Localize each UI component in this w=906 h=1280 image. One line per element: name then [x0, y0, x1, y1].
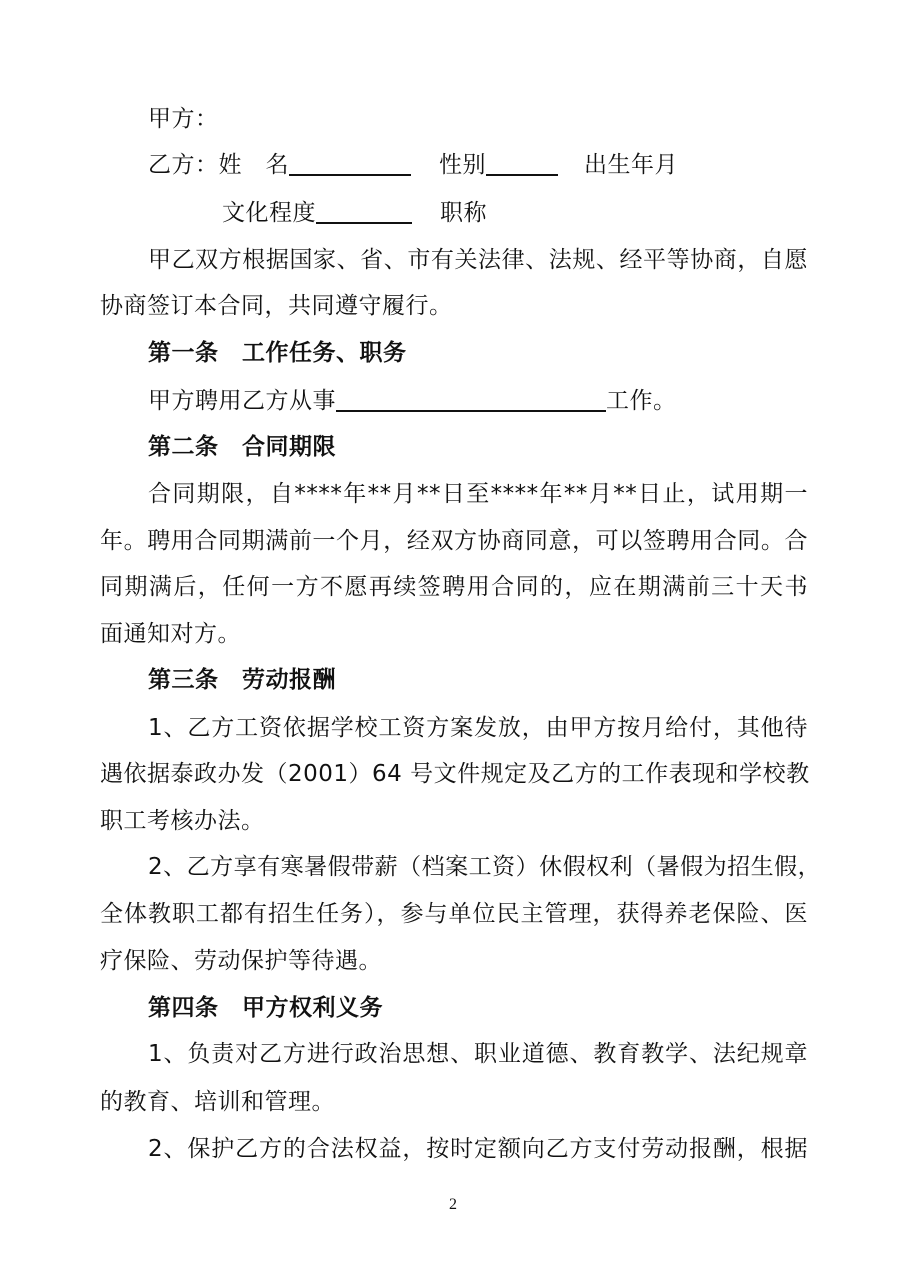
- article1-text: [148, 386, 677, 416]
- article4-p2-line-1: 2、保护乙方的合法权益，按时定额向乙方支付劳动报酬，根据: [148, 1136, 808, 1162]
- name-blank[interactable]: [289, 152, 411, 176]
- article3-p1-line-1: 1、乙方工资依据学校工资方案发放，由甲方按月给付，其他待: [148, 715, 808, 741]
- article4-title: 第四条 甲方权利义务: [148, 995, 383, 1021]
- name-label: 姓 名: [218, 152, 289, 178]
- article1-suffix: 工作。: [606, 388, 677, 414]
- article2-line-4: 面通知对方。: [100, 621, 241, 647]
- page-number: 2: [449, 1196, 457, 1213]
- article3-p1-line-2: 遇依据泰政办发（2001）64 号文件规定及乙方的工作表现和学校教: [100, 761, 810, 787]
- birth-label: 出生年月: [584, 152, 678, 178]
- article3-title: 第三条 劳动报酬: [148, 667, 336, 693]
- article1-title: 第一条 工作任务、职务: [148, 340, 407, 366]
- article4-p1-line-2: 的教育、培训和管理。: [100, 1089, 335, 1115]
- article2-line-2: 年。聘用合同期满前一个月，经双方协商同意，可以签聘用合同。合: [100, 528, 808, 554]
- party-a-line: [148, 104, 219, 134]
- education-blank[interactable]: [316, 200, 412, 224]
- intro-line-2: 协商签订本合同，共同遵守履行。: [100, 293, 453, 319]
- article4-p1-line-1: 1、负责对乙方进行政治思想、职业道德、教育教学、法纪规章: [148, 1041, 808, 1067]
- article3-p1-line-3: 职工考核办法。: [100, 808, 265, 834]
- party-a-label: 甲方：: [148, 106, 219, 132]
- intro-line-1: 甲乙双方根据国家、省、市有关法律、法规、经平等协商，自愿: [148, 247, 808, 273]
- job-blank[interactable]: [336, 388, 606, 412]
- article1-prefix: 甲方聘用乙方从事: [148, 388, 336, 414]
- education-label: 文化程度: [222, 200, 316, 226]
- article2-line-1: 合同期限，自****年**月**日至****年**月**日止，试用期一: [148, 481, 808, 507]
- article3-p2-line-1: 2、乙方享有寒暑假带薪（档案工资）休假权利（暑假为招生假，: [148, 854, 822, 880]
- gender-label: 性别: [439, 152, 486, 178]
- party-b-label: 乙方：: [148, 152, 219, 178]
- article2-line-3: 同期满后，任何一方不愿再续签聘用合同的，应在期满前三十天书: [100, 574, 808, 600]
- article2-title: 第二条 合同期限: [148, 434, 336, 460]
- party-b-line: [148, 150, 678, 180]
- education-line: [222, 198, 487, 228]
- article3-p2-line-2: 全体教职工都有招生任务），参与单位民主管理，获得养老保险、医: [100, 901, 808, 927]
- title-label: 职称: [440, 200, 487, 226]
- gender-blank[interactable]: [486, 152, 558, 176]
- article3-p2-line-3: 疗保险、劳动保护等待遇。: [100, 948, 382, 974]
